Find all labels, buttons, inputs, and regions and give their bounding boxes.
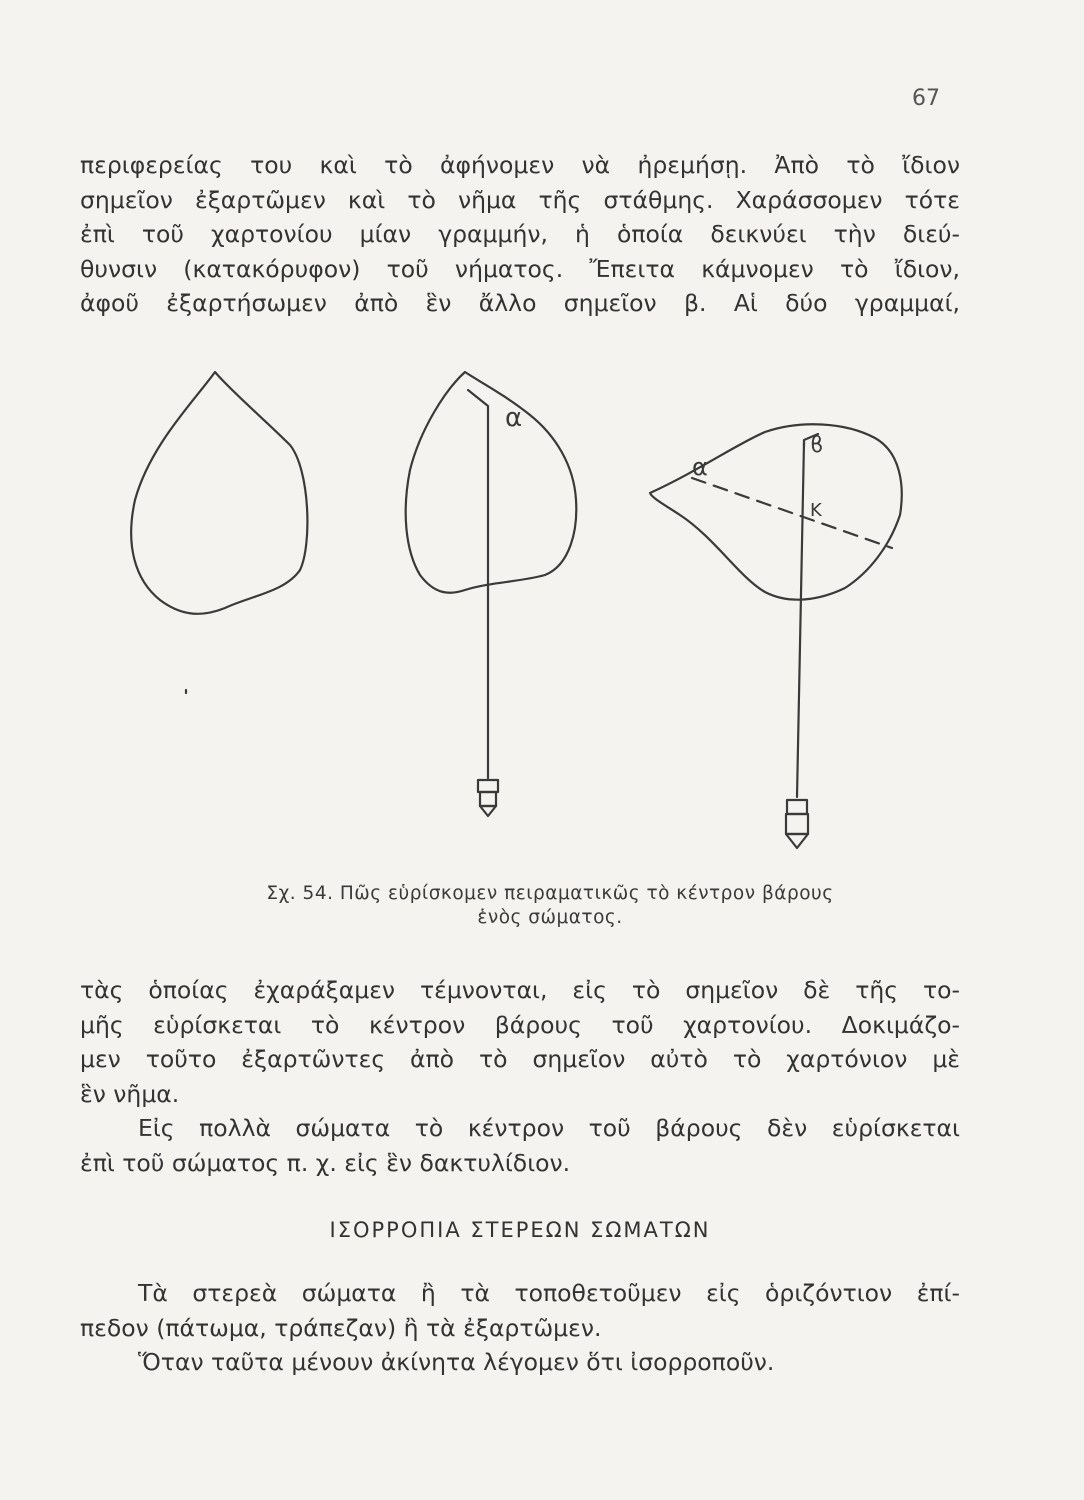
middle-paragraph	[80, 973, 960, 1180]
top-paragraph	[80, 148, 960, 321]
label-a-middle: α	[505, 403, 523, 433]
plumb-bob-right	[786, 800, 808, 848]
plumb-bob-middle	[478, 780, 498, 816]
cardboard-shape-right	[650, 424, 902, 599]
figure-center-of-gravity	[100, 360, 940, 880]
hanging-hook-middle	[468, 390, 488, 418]
text-line: μῆς εὑρίσκεται τὸ κέντρον βάρους τοῦ χαρτονίου. Δοκιμάζο-	[80, 1010, 960, 1039]
cardboard-shape-middle	[406, 372, 577, 593]
text-line: θυνσιν (κατακόρυφον) τοῦ νήματος. Ἔπειτα κάμνομεν τὸ ἴδιον,	[80, 254, 960, 283]
label-k-right: Κ	[810, 500, 822, 521]
text-line: Ὅταν ταῦτα μένουν ἀκίνητα λέγομεν ὅτι ἰσορροποῦν.	[138, 1348, 775, 1376]
text-line: τὰς ὁποίας ἐχαράξαμεν τέμνονται, εἰς τὸ σημεῖον δὲ τῆς το-	[80, 976, 960, 1004]
text-line: Τὰ στερεὰ σώματα ἢ τὰ τοποθετοῦμεν εἰς ὁριζόντιον ἐπί-	[138, 1279, 960, 1307]
bottom-paragraph	[80, 1276, 960, 1380]
plumb-line-right	[797, 442, 804, 797]
text-line: ἓν νῆμα.	[80, 1079, 180, 1108]
text-line: περιφερείας του καὶ τὸ ἀφήνομεν νὰ ἠρεμήσῃ. Ἀπὸ τὸ ἴδιον	[80, 151, 960, 179]
caption-line-2: ἑνὸς σώματος.	[477, 907, 623, 928]
text-line: Εἰς πολλὰ σώματα τὸ κέντρον τοῦ βάρους δὲν εὑρίσκεται	[138, 1114, 960, 1142]
cardboard-shape-left	[131, 372, 307, 614]
page-number: 67	[912, 86, 940, 111]
first-line-dashed	[692, 478, 892, 548]
text-line: ἐπὶ τοῦ χαρτονίου μίαν γραμμήν, ἡ ὁποία δεικνύει τὴν διεύ-	[80, 220, 960, 248]
text-line: ἐπὶ τοῦ σώματος π. χ. εἰς ἓν δακτυλίδιον.	[80, 1148, 571, 1177]
section-heading: ΙΣΟΡΡΟΠΙΑ ΣΤΕΡΕΩΝ ΣΩΜΑΤΩΝ	[329, 1218, 711, 1242]
text-line: μεν τοῦτο ἐξαρτῶντες ἀπὸ τὸ σημεῖον αὐτὸ τὸ χαρτόνιον μὲ	[80, 1045, 960, 1073]
label-b-right: ϐ	[810, 433, 824, 458]
label-a-right: α	[692, 453, 708, 481]
text-line: πεδον (πάτωμα, τράπεζαν) ἢ τὰ ἐξαρτῶμεν.	[80, 1313, 602, 1342]
figure-caption	[120, 882, 980, 930]
text-line: ἀφοῦ ἐξαρτήσωμεν ἀπὸ ἓν ἄλλο σημεῖον β. Αἱ δύο γραμμαί,	[80, 289, 960, 317]
text-line: σημεῖον ἐξαρτῶμεν καὶ τὸ νῆμα τῆς στάθμης. Χαράσσομεν τότε	[80, 185, 960, 214]
caption-line-1: Σχ. 54. Πῶς εὑρίσκομεν πειραματικῶς τὸ κέντρον βάρους	[266, 883, 834, 904]
